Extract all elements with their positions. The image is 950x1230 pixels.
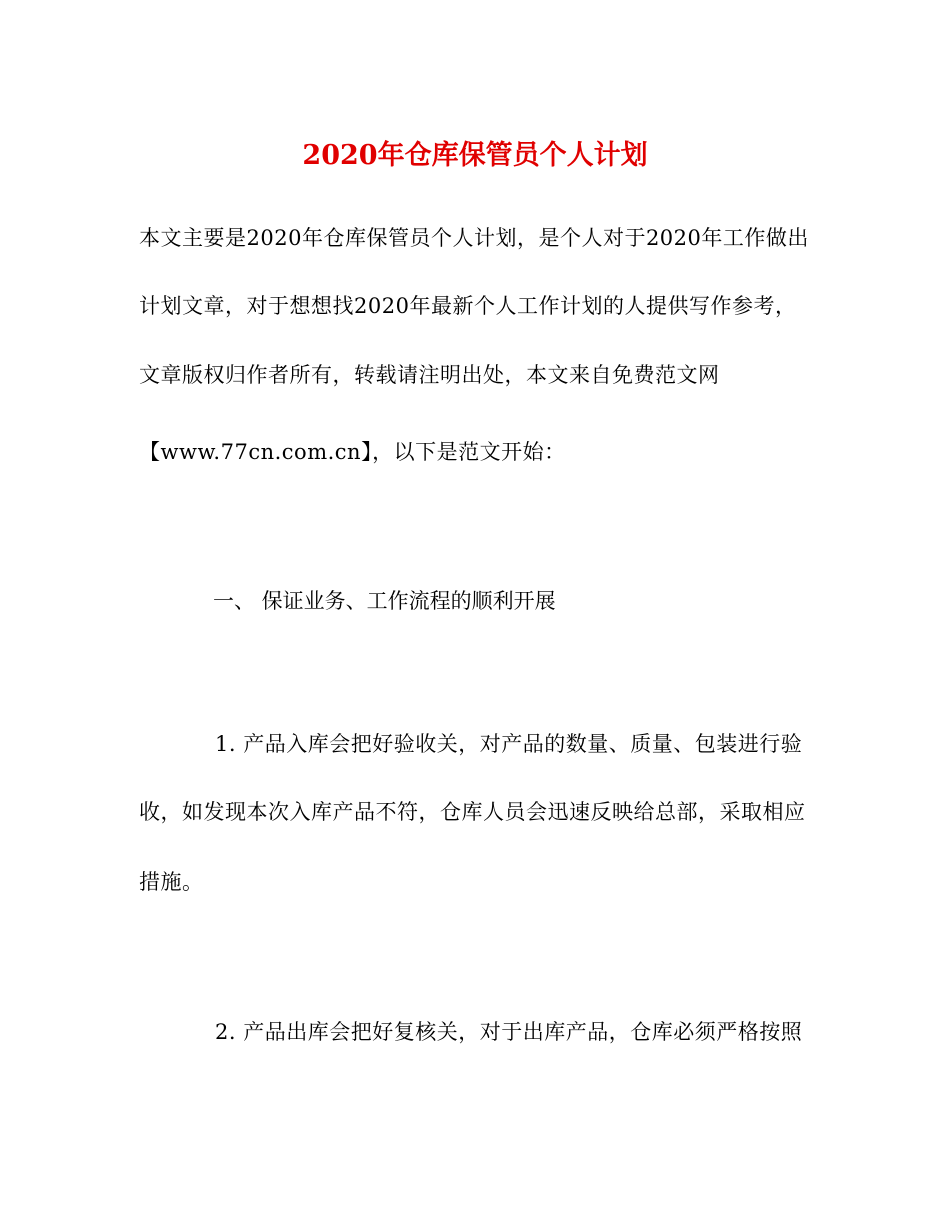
intro-line-4: 【www.77cn.com.cn】，以下是范文开始： <box>139 440 566 464</box>
item1-line-3: 措施。 <box>139 870 204 894</box>
section-heading: 一、 保证业务、工作流程的顺利开展 <box>213 589 556 613</box>
document-title: 2020年仓库保管员个人计划 <box>302 140 648 171</box>
item2-line-1: 2. 产品出库会把好复核关，对于出库产品，仓库必须严格按照 <box>215 1020 803 1044</box>
intro-line-1: 本文主要是2020年仓库保管员个人计划，是个人对于2020年工作做出 <box>139 226 809 250</box>
item1-line-2: 收，如发现本次入库产品不符，仓库人员会迅速反映给总部，采取相应 <box>139 800 806 824</box>
intro-line-2: 计划文章，对于想想找2020年最新个人工作计划的人提供写作参考， <box>139 294 797 318</box>
item1-line-1: 1. 产品入库会把好验收关，对产品的数量、质量、包装进行验 <box>215 732 803 756</box>
intro-line-3: 文章版权归作者所有，转载请注明出处，本文来自免费范文网 <box>139 363 720 387</box>
